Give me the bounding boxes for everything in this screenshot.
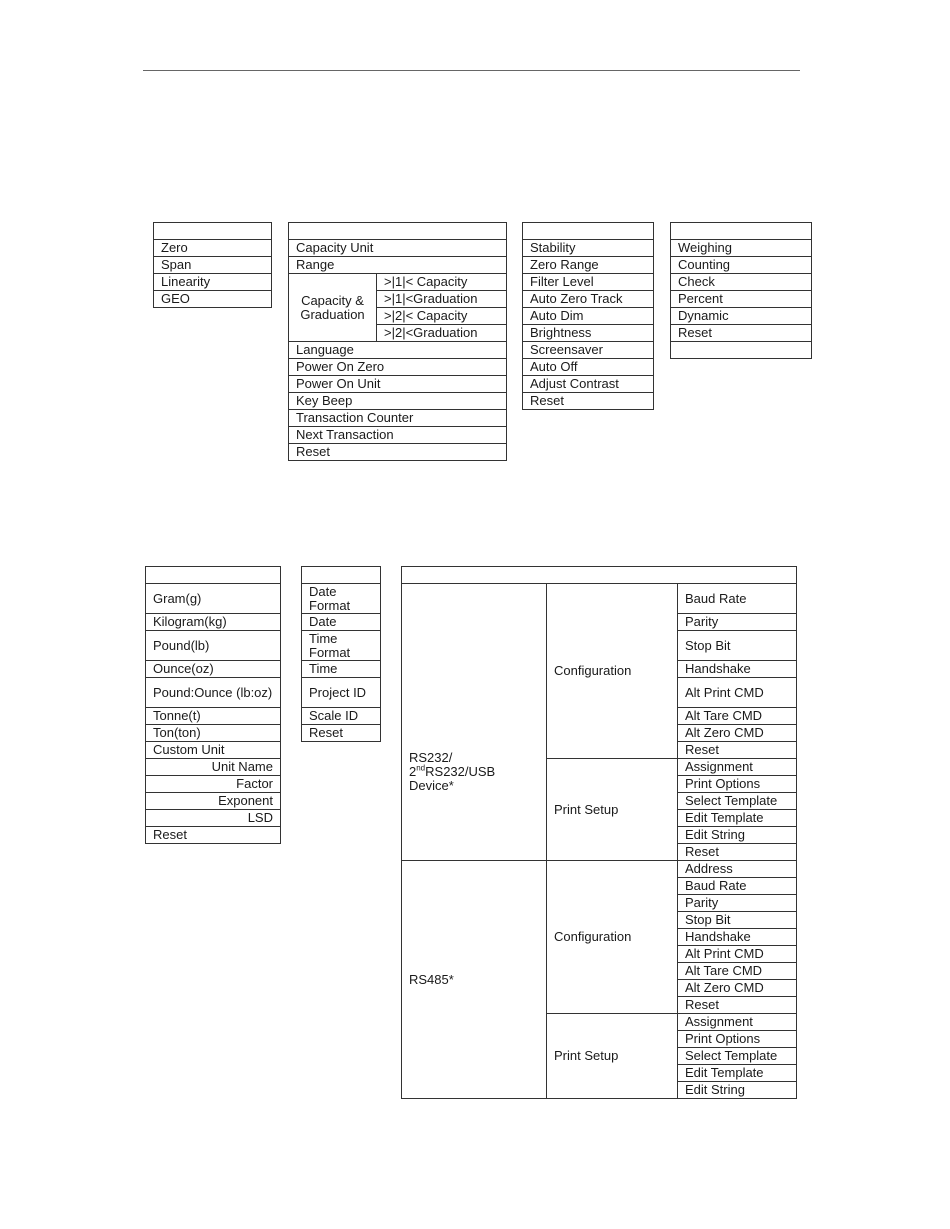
custom-unit-item: LSD: [146, 810, 281, 827]
menu-item: Brightness: [523, 325, 654, 342]
rs232-group: [402, 584, 547, 861]
menu-item: Print Options: [678, 1031, 797, 1048]
menu-item: Time Format: [302, 631, 381, 661]
rs232-label-device: Device*: [409, 778, 454, 793]
gmp-menu-table: [301, 566, 381, 742]
menu-item: >|2|< Capacity: [377, 308, 507, 325]
menu-item: Address: [678, 861, 797, 878]
menu-item: Edit Template: [678, 1065, 797, 1082]
menu-item: Power On Zero: [289, 359, 507, 376]
custom-unit-item: Exponent: [146, 793, 281, 810]
menu-item: Custom Unit: [146, 742, 281, 759]
menu-item: >|1|<Graduation: [377, 291, 507, 308]
units-header: [146, 567, 281, 584]
setup-header: [289, 223, 507, 240]
menu-item: Reset: [678, 844, 797, 861]
menu-item: Reset: [302, 725, 381, 742]
menu-item: Zero Range: [523, 257, 654, 274]
custom-unit-item: Factor: [146, 776, 281, 793]
menu-item: Reset: [671, 325, 812, 342]
menu-item: Percent: [671, 291, 812, 308]
menu-item: Baud Rate: [678, 878, 797, 895]
menu-item: Edit Template: [678, 810, 797, 827]
menu-item: Stability: [523, 240, 654, 257]
modes-menu-table: [670, 222, 812, 359]
menu-item: Span: [154, 257, 272, 274]
menu-item: Reset: [678, 997, 797, 1014]
menu-item: Linearity: [154, 274, 272, 291]
rs485-group: RS485*: [402, 861, 547, 1099]
menu-item: Next Transaction: [289, 427, 507, 444]
menu-item: Auto Off: [523, 359, 654, 376]
rs485-configuration-group: Configuration: [547, 861, 678, 1014]
readout-menu-table: [522, 222, 654, 410]
menu-item: Zero: [154, 240, 272, 257]
menu-item: Check: [671, 274, 812, 291]
menu-item: Project ID: [302, 678, 381, 708]
menu-item: Assignment: [678, 759, 797, 776]
rs485-print-setup-group: Print Setup: [547, 1014, 678, 1099]
menu-item: Baud Rate: [678, 584, 797, 614]
menu-item: Handshake: [678, 661, 797, 678]
menu-item: Screensaver: [523, 342, 654, 359]
menu-item: Pound(lb): [146, 631, 281, 661]
menu-item: >|1|< Capacity: [377, 274, 507, 291]
menu-item: Transaction Counter: [289, 410, 507, 427]
menu-item: Stop Bit: [678, 631, 797, 661]
header-rule: [143, 70, 800, 71]
readout-header: [523, 223, 654, 240]
rs232-label-prefix: 2: [409, 764, 417, 779]
menu-item: GEO: [154, 291, 272, 308]
menu-item: Stop Bit: [678, 912, 797, 929]
menu-item: Key Beep: [289, 393, 507, 410]
menu-item: Time: [302, 661, 381, 678]
menu-item: Scale ID: [302, 708, 381, 725]
menu-item: Capacity Unit: [289, 240, 507, 257]
capacity-graduation-group: Capacity & Graduation: [289, 274, 377, 342]
menu-item: Reset: [678, 742, 797, 759]
menu-item: Handshake: [678, 929, 797, 946]
menu-item: Auto Dim: [523, 308, 654, 325]
menu-item: Reset: [523, 393, 654, 410]
menu-item: Select Template: [678, 1048, 797, 1065]
menu-item: Tonne(t): [146, 708, 281, 725]
menu-item: >|2|<Graduation: [377, 325, 507, 342]
menu-item: Gram(g): [146, 584, 281, 614]
calibration-header: [154, 223, 272, 240]
menu-item: Adjust Contrast: [523, 376, 654, 393]
units-menu-table: [145, 566, 281, 844]
menu-item: Alt Tare CMD: [678, 708, 797, 725]
modes-header: [671, 223, 812, 240]
menu-item: Auto Zero Track: [523, 291, 654, 308]
menu-item: Edit String: [678, 1082, 797, 1099]
menu-item: Alt Zero CMD: [678, 980, 797, 997]
menu-item: Parity: [678, 614, 797, 631]
setup-menu-table: [288, 222, 507, 461]
menu-item: Date: [302, 614, 381, 631]
menu-item: Ton(ton): [146, 725, 281, 742]
communication-header: [402, 567, 797, 584]
communication-menu-table: [401, 566, 797, 1099]
rs232-label-suffix: RS232/USB: [425, 764, 496, 779]
rs232-configuration-group: Configuration: [547, 584, 678, 759]
rs232-print-setup-group: Print Setup: [547, 759, 678, 861]
menu-item: Edit String: [678, 827, 797, 844]
gmp-header: [302, 567, 381, 584]
menu-item: [671, 342, 812, 359]
menu-item: Counting: [671, 257, 812, 274]
menu-item: Assignment: [678, 1014, 797, 1031]
menu-item: Reset: [289, 444, 507, 461]
menu-item: Print Options: [678, 776, 797, 793]
menu-item: Pound:Ounce (lb:oz): [146, 678, 281, 708]
menu-item: Reset: [146, 827, 281, 844]
menu-item: Select Template: [678, 793, 797, 810]
custom-unit-item: Unit Name: [146, 759, 281, 776]
rs232-label-sup: nd: [416, 763, 426, 773]
menu-item: Dynamic: [671, 308, 812, 325]
menu-item: Ounce(oz): [146, 661, 281, 678]
menu-item: Range: [289, 257, 507, 274]
menu-item: Alt Print CMD: [678, 678, 797, 708]
calibration-menu-table: [153, 222, 272, 308]
menu-item: Parity: [678, 895, 797, 912]
menu-item: Date Format: [302, 584, 381, 614]
rs232-label: RS232/: [409, 750, 453, 765]
menu-item: Alt Print CMD: [678, 946, 797, 963]
menu-item: Alt Tare CMD: [678, 963, 797, 980]
menu-item: Weighing: [671, 240, 812, 257]
menu-item: Kilogram(kg): [146, 614, 281, 631]
menu-item: Language: [289, 342, 507, 359]
menu-item: Alt Zero CMD: [678, 725, 797, 742]
menu-item: Power On Unit: [289, 376, 507, 393]
menu-item: Filter Level: [523, 274, 654, 291]
